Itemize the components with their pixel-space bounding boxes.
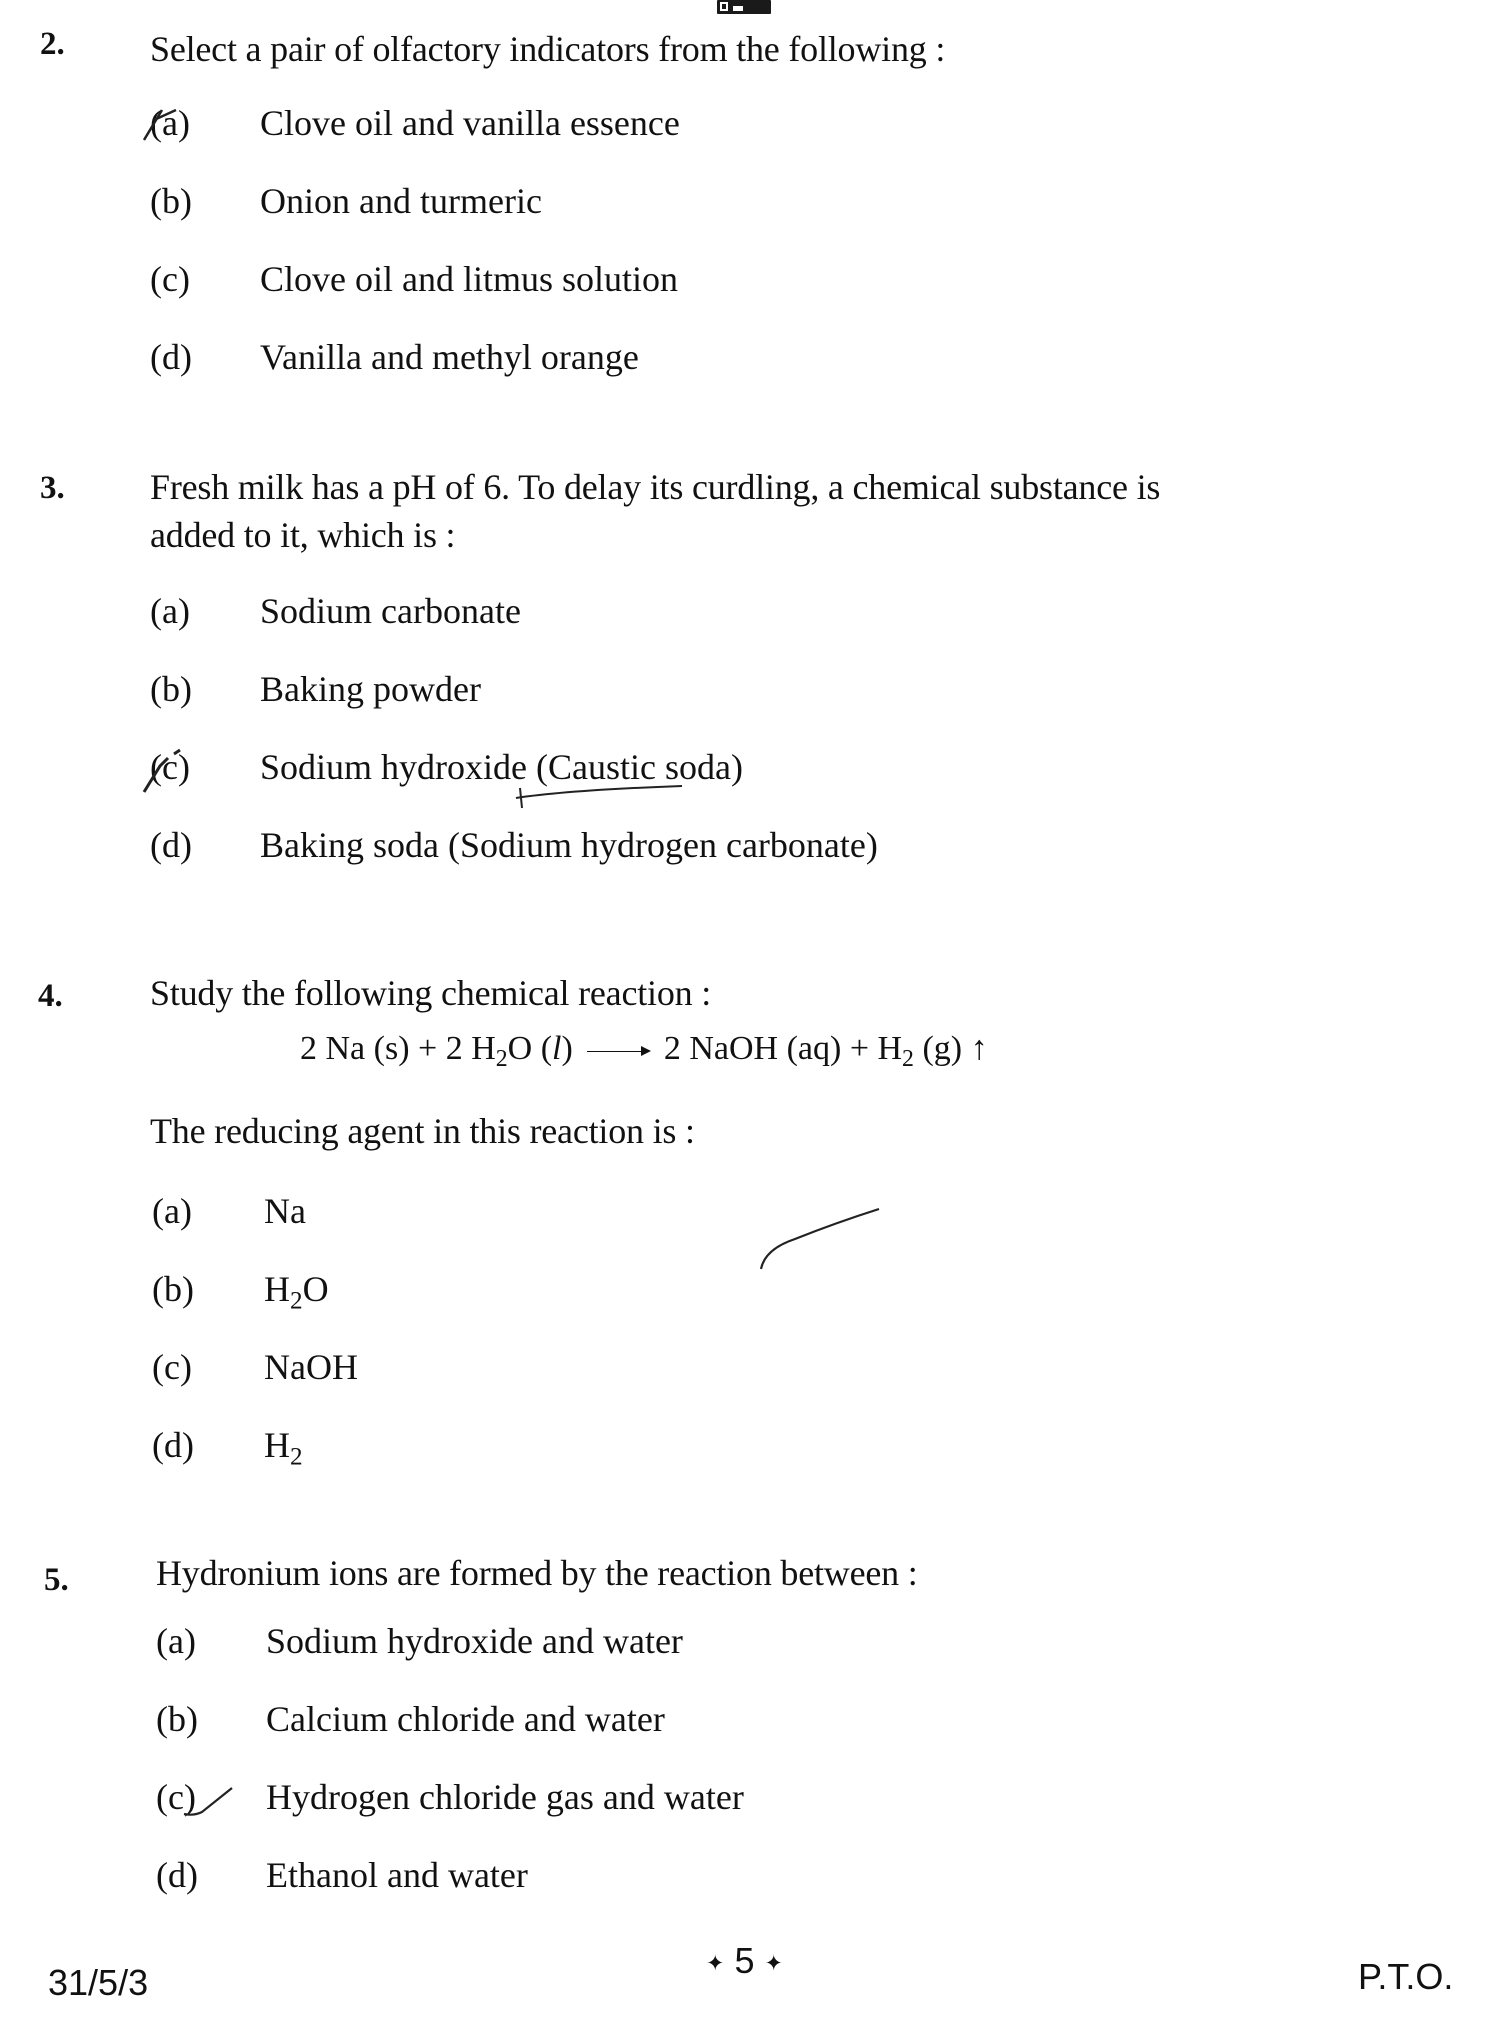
option-text: Hydrogen chloride gas and water — [266, 1777, 744, 1817]
please-turn-over: P.T.O. — [1358, 1956, 1454, 1997]
chemical-equation: 2 Na (s) + 2 $H_2O$ (l) 2 NaOH $(aq) + H_2$ (g) ↑ — [300, 1030, 988, 1073]
question-stem: Select a pair of olfactory indicators from the following : — [150, 29, 946, 69]
option-text: Sodium carbonate — [260, 591, 521, 631]
option-letter: (c) — [156, 1777, 196, 1817]
question-stem: Hydronium ions are formed by the reaction between : — [156, 1553, 918, 1593]
option-text: Clove oil and vanilla essence — [260, 103, 680, 143]
question-stem-line-2: added to it, which is : — [150, 515, 456, 555]
diamond-ornament-icon: ✦ — [706, 1950, 725, 1976]
option-text: Vanilla and methyl orange — [260, 337, 639, 377]
option-text: Na — [264, 1191, 306, 1231]
option-letter: (d) — [152, 1425, 194, 1465]
option-text: Baking soda (Sodium hydrogen carbonate) — [260, 825, 878, 865]
question-number: 4. — [38, 978, 63, 1014]
option-text: Clove oil and litmus solution — [260, 259, 679, 299]
option-text: Calcium chloride and water — [266, 1699, 665, 1739]
option-letter: (d) — [150, 337, 192, 377]
option-text: Sodium hydroxide and water — [266, 1621, 683, 1661]
option-text: NaOH — [264, 1347, 358, 1387]
option-letter: (a) — [152, 1191, 192, 1231]
option-letter: (a) — [150, 591, 190, 631]
option-text: Ethanol and water — [266, 1855, 528, 1895]
option-letter: (a) — [156, 1621, 196, 1661]
paper-code: 31/5/3 — [48, 1962, 149, 2003]
option-letter: (b) — [150, 669, 192, 709]
option-letter: (c) — [150, 259, 190, 299]
question-follow-up: The reducing agent in this reaction is : — [150, 1111, 695, 1151]
option-letter: (c) — [152, 1347, 192, 1387]
question-stem-line-1: Fresh milk has a pH of 6. To delay its curdling, a chemical substance is — [150, 467, 1161, 507]
question-number: 5. — [44, 1562, 69, 1598]
diamond-ornament-icon: ✦ — [764, 1950, 783, 1976]
option-text: Onion and turmeric — [260, 181, 542, 221]
option-letter: (b) — [150, 181, 192, 221]
option-letter: (b) — [156, 1699, 198, 1739]
option-letter: (d) — [156, 1855, 198, 1895]
question-number: 3. — [40, 470, 65, 506]
question-number: 2. — [40, 26, 65, 62]
option-text: Sodium hydroxide (Caustic soda) — [260, 747, 743, 787]
option-letter: (a) — [150, 103, 190, 143]
reaction-arrow-icon — [587, 1051, 649, 1052]
qr-code-mark — [717, 0, 771, 14]
option-text: $H_2$ — [264, 1425, 303, 1471]
option-letter: (d) — [150, 825, 192, 865]
option-text: Baking powder — [260, 669, 481, 709]
question-stem: Study the following chemical reaction : — [150, 973, 712, 1013]
option-letter: (c) — [150, 747, 190, 787]
option-text: $H_2O$ — [264, 1269, 329, 1315]
page-number: ✦ 5 ✦ — [706, 1940, 783, 1981]
option-letter: (b) — [152, 1269, 194, 1309]
pen-curve-mark-icon — [755, 1205, 885, 1275]
